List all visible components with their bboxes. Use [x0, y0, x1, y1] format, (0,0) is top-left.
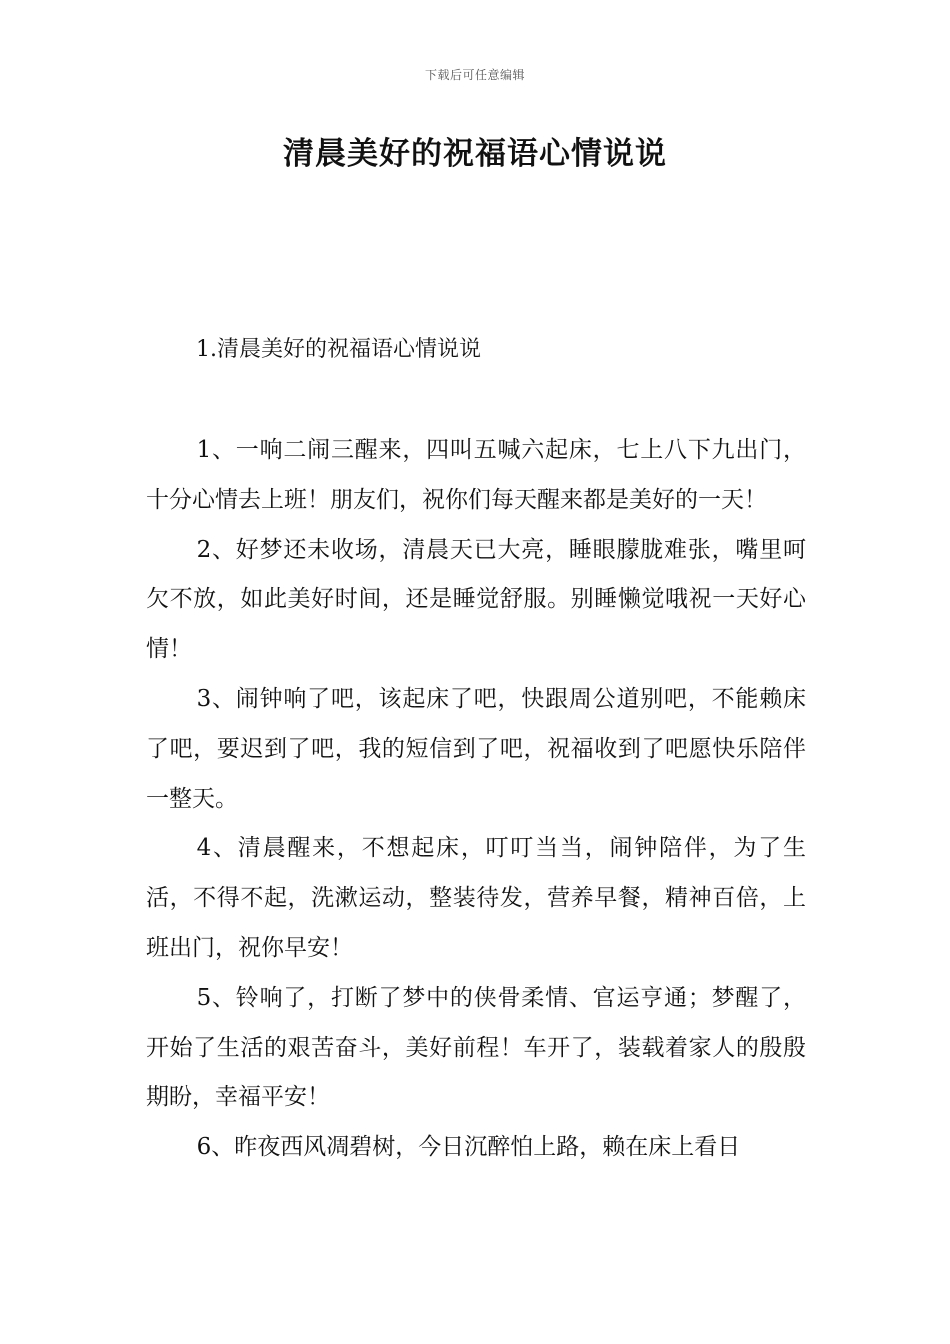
paragraph-2: 2、好梦还未收场，清晨天已大亮，睡眼朦胧难张，嘴里呵欠不放，如此美好时间，还是睡觉舒服。别睡懒觉哦祝一天好心情！ — [146, 536, 806, 663]
paragraph-1: 1、一响二闹三醒来，四叫五喊六起床，七上八下九出门，十分心情去上班！朋友们，祝你们每天醒来都是美好的一天！ — [146, 437, 806, 513]
header-note: 下载后可任意编辑 — [424, 68, 525, 82]
body-text — [146, 426, 806, 1173]
section-heading: 1.清晨美好的祝福语心情说说 — [196, 337, 481, 362]
paragraph-3: 3、闹钟响了吧，该起床了吧，快跟周公道别吧，不能赖床了吧，要迟到了吧，我的短信到了吧，祝福收到了吧愿快乐陪伴一整天。 — [146, 685, 806, 812]
paragraph-6: 6、昨夜西风凋碧树，今日沉醉怕上路，赖在床上看日 — [196, 1134, 741, 1161]
document-title: 清晨美好的祝福语心情说说 — [283, 136, 667, 172]
paragraph-4: 4、清晨醒来，不想起床，叮叮当当，闹钟陪伴，为了生活，不得不起，洗漱运动，整装待发，营养早餐，精神百倍，上班出门，祝你早安！ — [146, 835, 806, 961]
paragraph-5: 5、铃响了，打断了梦中的侠骨柔情、官运亨通；梦醒了，开始了生活的艰苦奋斗，美好前程！车开了，装载着家人的殷殷期盼，幸福平安！ — [146, 984, 806, 1111]
